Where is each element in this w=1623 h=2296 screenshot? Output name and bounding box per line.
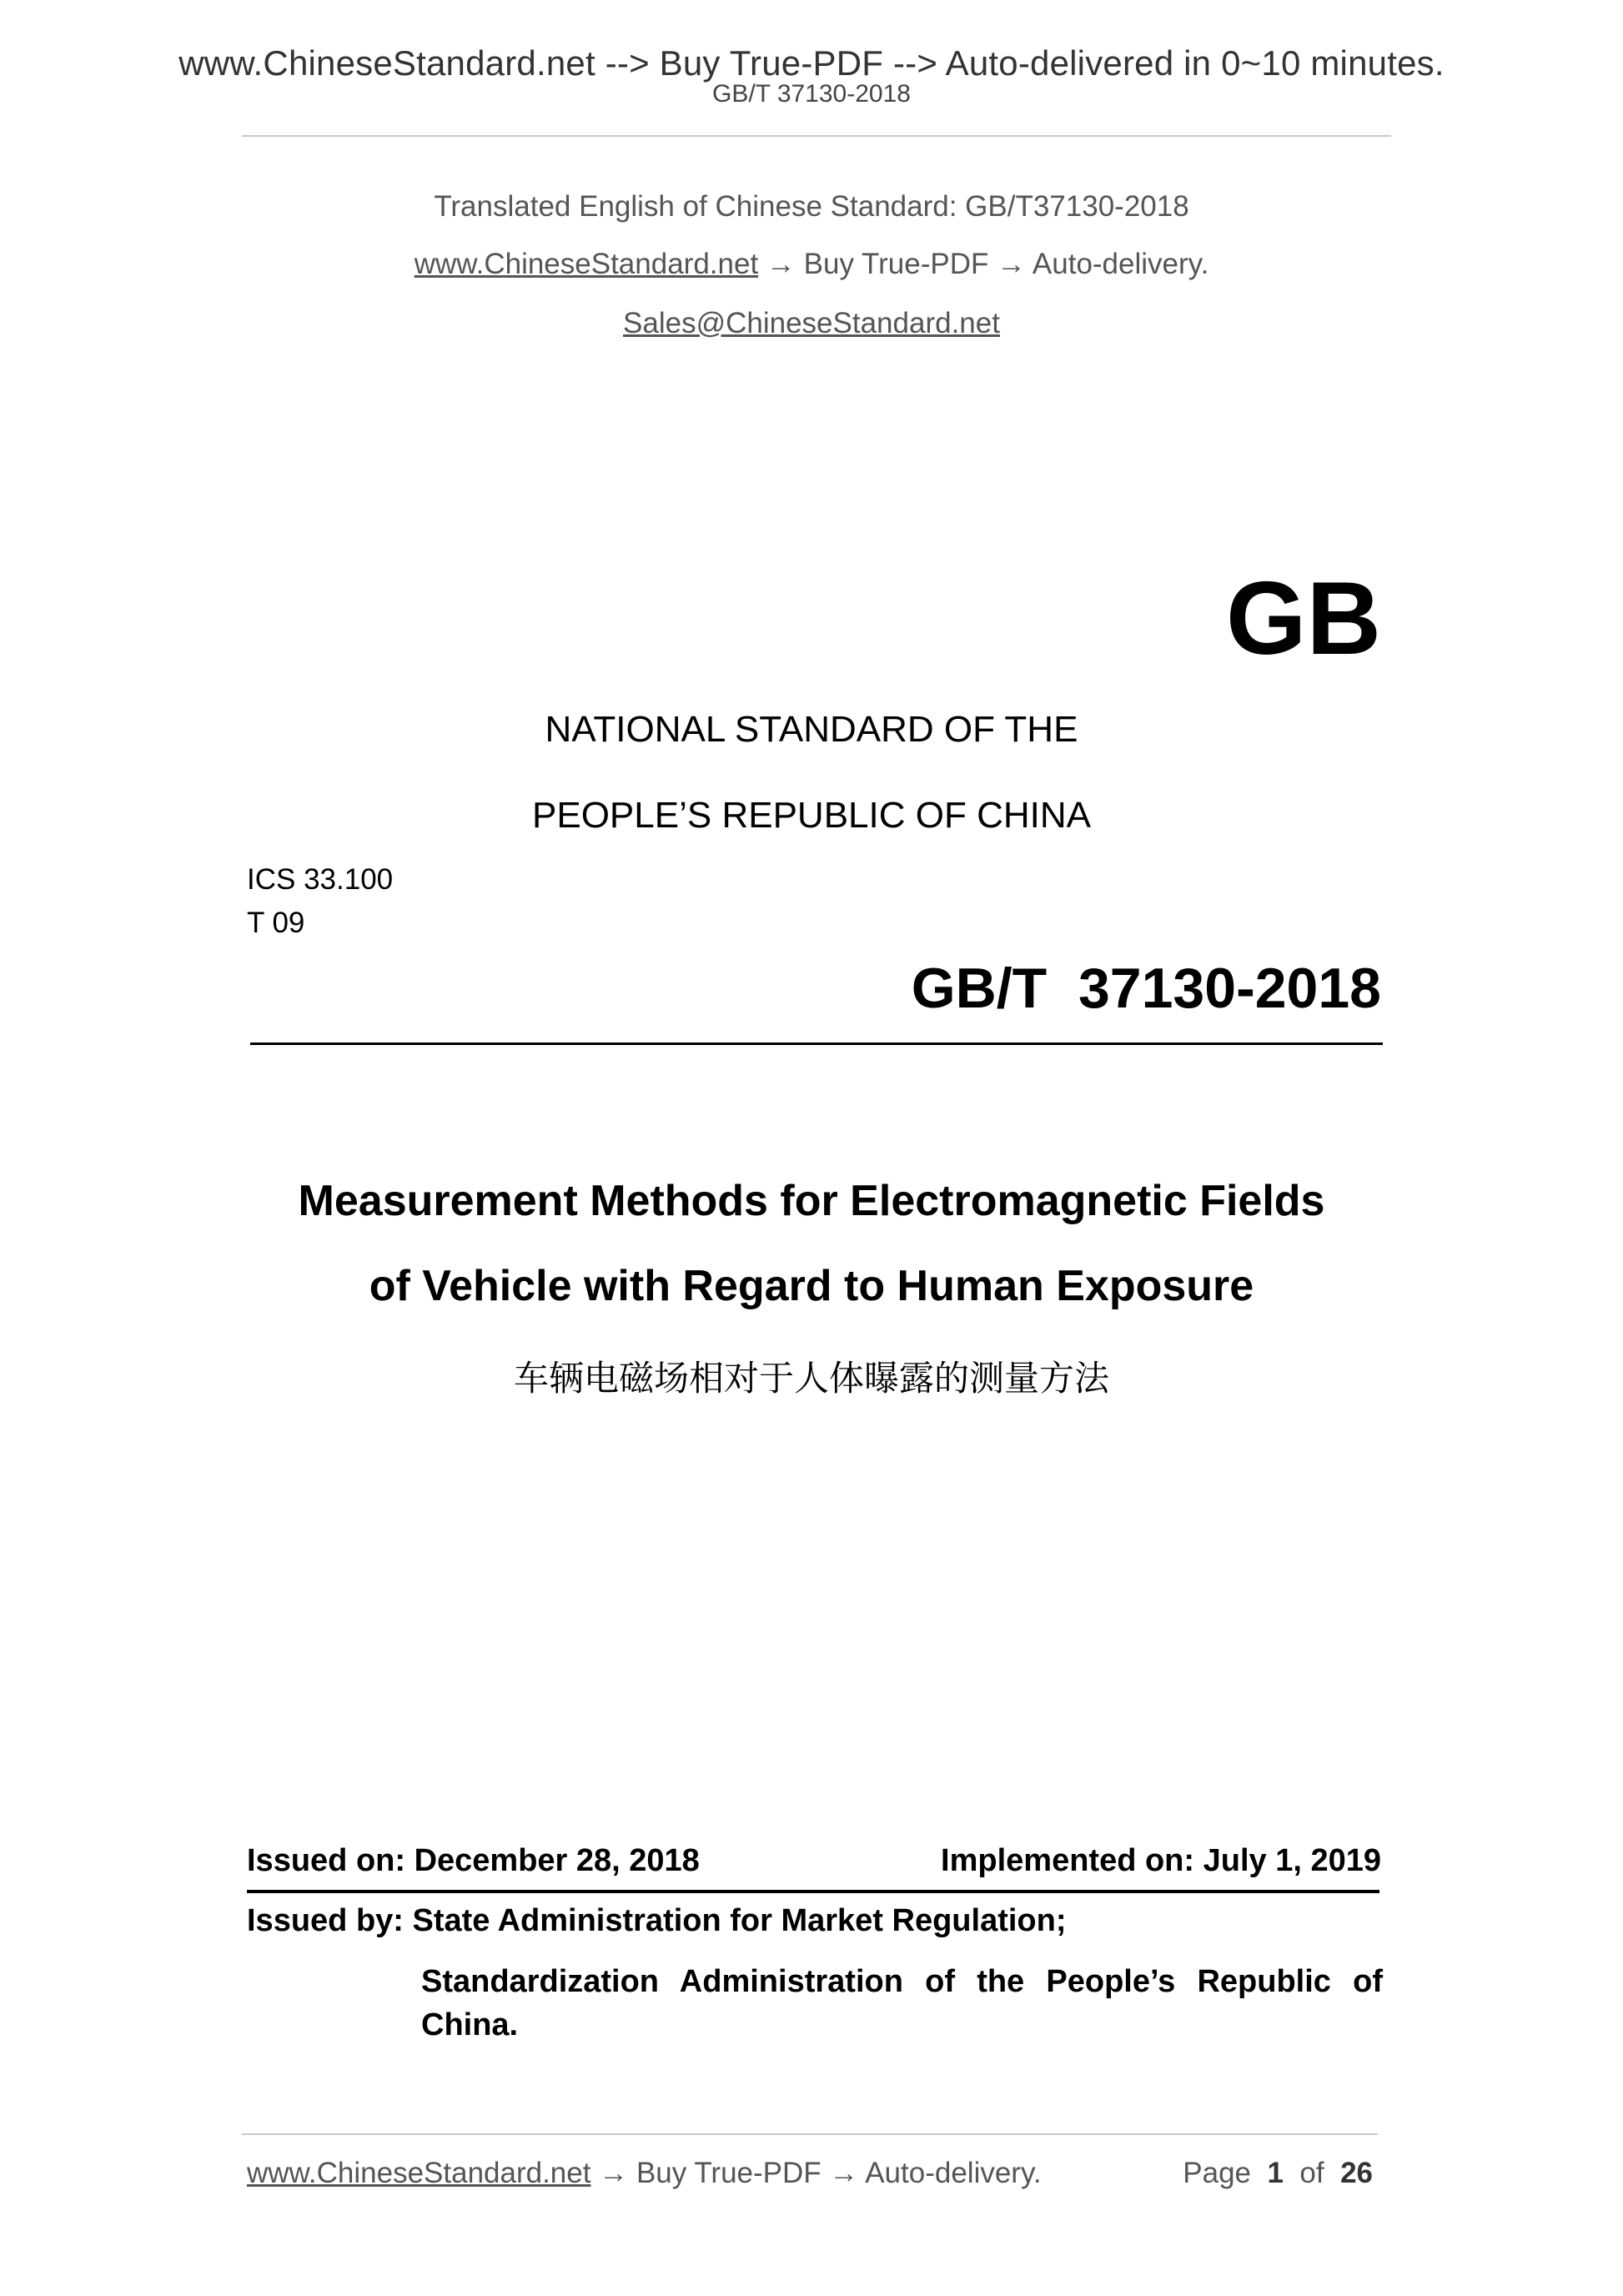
arrow-right-icon: →: [997, 248, 1027, 280]
national-standard-line-1: NATIONAL STANDARD OF THE: [545, 709, 1078, 750]
buy-pdf-label: Buy True-PDF: [803, 248, 989, 280]
running-header: GB/T 37130-2018: [712, 80, 911, 108]
title-chinese: 车辆电磁场相对于人体曝露的测量方法: [513, 1358, 1109, 1399]
page-total: 26: [1340, 2157, 1373, 2189]
top-banner[interactable]: www.ChineseStandard.net --> Buy True-PDF --> Auto-delivered in 0~10 minutes.: [178, 43, 1445, 83]
gb-mark: GB: [1226, 561, 1381, 676]
sales-email-link[interactable]: Sales@ChineseStandard.net: [623, 307, 1000, 339]
footer-site-link[interactable]: www.ChineseStandard.net: [247, 2157, 591, 2189]
page-label: Page: [1183, 2157, 1252, 2189]
ics-code: ICS 33.100: [247, 863, 394, 896]
auto-delivery-label: Auto-delivery.: [1032, 248, 1209, 280]
issued-by: Issued by: State Administration for Market Regulation;: [247, 1903, 1067, 1938]
header-divider: [242, 135, 1391, 137]
page-number: 1: [1267, 2157, 1284, 2189]
issue-divider: [247, 1890, 1379, 1893]
footer-divider: [242, 2133, 1378, 2135]
national-standard-line-2: PEOPLE’S REPUBLIC OF CHINA: [532, 795, 1091, 836]
issued-on-date: Issued on: December 28, 2018: [247, 1843, 700, 1878]
page-indicator: [1183, 2157, 1373, 2190]
issued-by-continued: Standardization Administration of the People’s Republic of China.: [421, 1964, 1383, 2042]
footer-purchase-line: [247, 2157, 1042, 2190]
site-link[interactable]: www.ChineseStandard.net: [414, 248, 759, 280]
footer-auto-delivery-label: Auto-delivery.: [865, 2157, 1042, 2189]
classification-code: T 09: [247, 907, 305, 939]
footer-buy-pdf-label: Buy True-PDF: [636, 2157, 822, 2189]
email-line: [0, 307, 1623, 340]
translation-title: Translated English of Chinese Standard: GB/T37130-2018: [434, 190, 1189, 223]
purchase-link-line: [0, 248, 1623, 281]
standard-number: GB/T 37130-2018: [911, 957, 1381, 1020]
of-label: of: [1299, 2157, 1324, 2189]
implemented-on-date: Implemented on: July 1, 2019: [941, 1843, 1381, 1878]
standard-number-divider: [250, 1042, 1383, 1045]
arrow-right-icon: →: [766, 248, 796, 280]
arrow-right-icon: →: [599, 2157, 629, 2189]
arrow-right-icon: →: [829, 2157, 859, 2189]
title-english-line-2: of Vehicle with Regard to Human Exposure: [369, 1262, 1254, 1310]
title-english-line-1: Measurement Methods for Electromagnetic Fields: [298, 1177, 1325, 1225]
